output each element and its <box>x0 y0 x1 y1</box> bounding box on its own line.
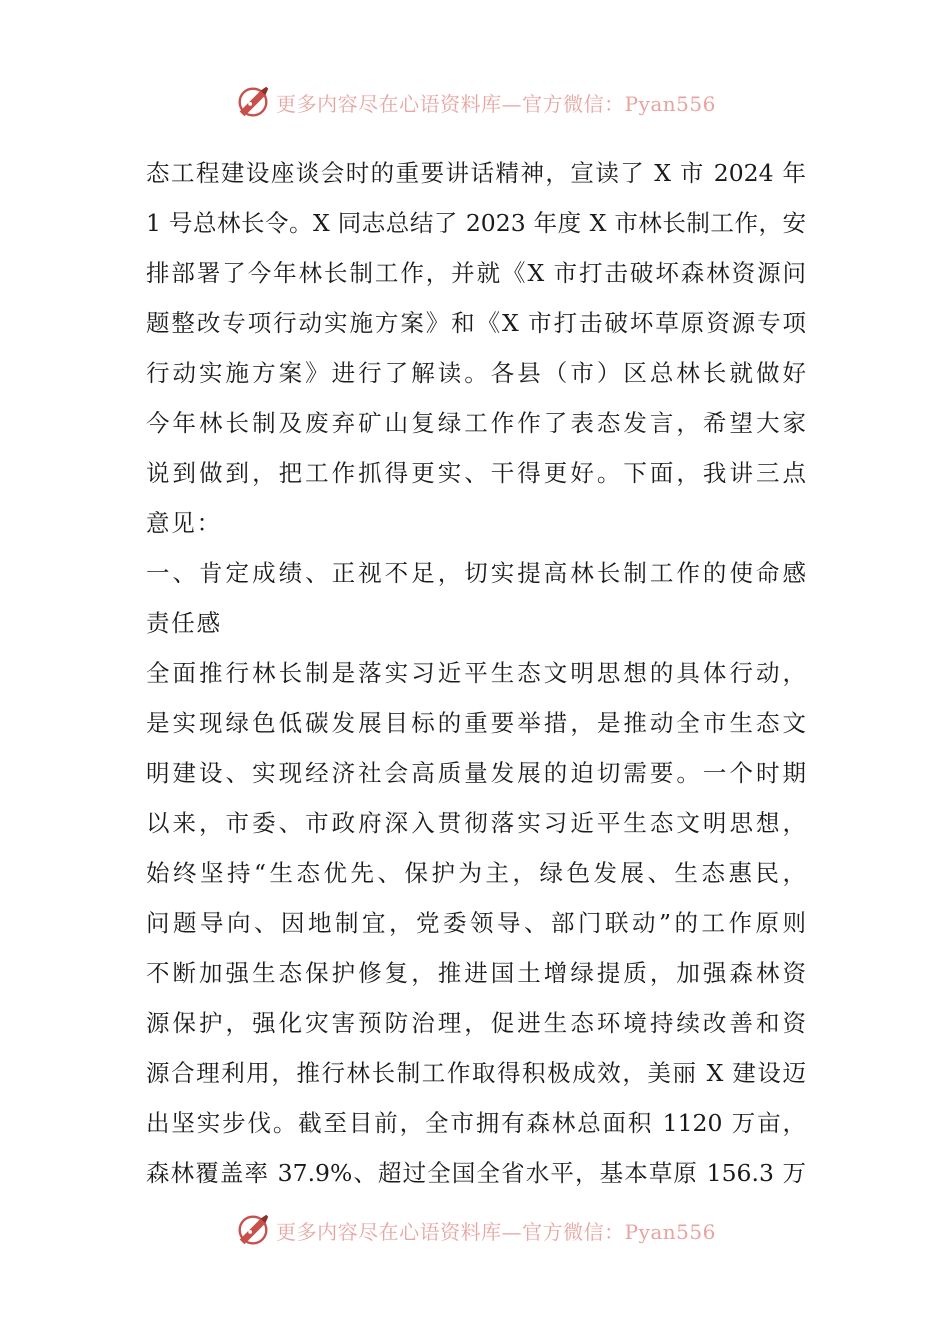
footer-watermark <box>0 1208 950 1252</box>
text-line: 态工程建设座谈会时的重要讲话精神，宣读了 X 市 2024 年 <box>146 159 806 187</box>
text-line: 今年林长制及废弃矿山复绿工作作了表态发言，希望大家 <box>146 409 806 437</box>
text-line: 问题导向、因地制宜，党委领导、部门联动”的工作原则 <box>146 909 806 937</box>
text-line: 说到做到，把工作抓得更实、干得更好。下面，我讲三点 <box>146 459 806 487</box>
pen-nib-icon <box>234 83 272 121</box>
text-line: 出坚实步伐。截至目前，全市拥有森林总面积 1120 万亩， <box>146 1109 806 1137</box>
text-line: 森林覆盖率 37.9%、超过全国全省水平，基本草原 156.3 万 <box>146 1159 806 1187</box>
text-line: 源保护，强化灾害预防治理，促进生态环境持续改善和资 <box>146 1009 806 1037</box>
text-line: 一、肯定成绩、正视不足，切实提高林长制工作的使命感 <box>146 559 806 587</box>
text-line: 题整改专项行动实施方案》和《X 市打击破坏草原资源专项 <box>146 309 806 337</box>
watermark-text: 更多内容尽在心语资料库—官方微信：Pyan556 <box>276 1219 716 1244</box>
text-line: 是实现绿色低碳发展目标的重要举措，是推动全市生态文 <box>146 709 806 737</box>
text-line: 全面推行林长制是落实习近平生态文明思想的具体行动， <box>146 659 806 687</box>
text-line: 排部署了今年林长制工作，并就《X 市打击破坏森林资源问 <box>146 259 806 287</box>
text-line: 意见： <box>146 509 222 537</box>
watermark-text: 更多内容尽在心语资料库—官方微信：Pyan556 <box>276 91 716 116</box>
pen-nib-icon <box>234 1211 272 1249</box>
text-line: 始终坚持“生态优先、保护为主，绿色发展、生态惠民， <box>146 859 806 887</box>
text-line: 1 号总林长令。X 同志总结了 2023 年度 X 市林长制工作，安 <box>146 209 806 237</box>
header-watermark <box>0 80 950 124</box>
text-line: 行动实施方案》进行了解读。各县（市）区总林长就做好 <box>146 359 806 387</box>
document-body <box>146 148 806 1198</box>
text-line: 不断加强生态保护修复，推进国土增绿提质，加强森林资 <box>146 959 806 987</box>
text-line: 源合理利用，推行林长制工作取得积极成效，美丽 X 建设迈 <box>146 1059 806 1087</box>
text-line: 以来，市委、市政府深入贯彻落实习近平生态文明思想， <box>146 809 806 837</box>
text-line: 责任感 <box>146 609 222 637</box>
text-line: 明建设、实现经济社会高质量发展的迫切需要。一个时期 <box>146 759 806 787</box>
